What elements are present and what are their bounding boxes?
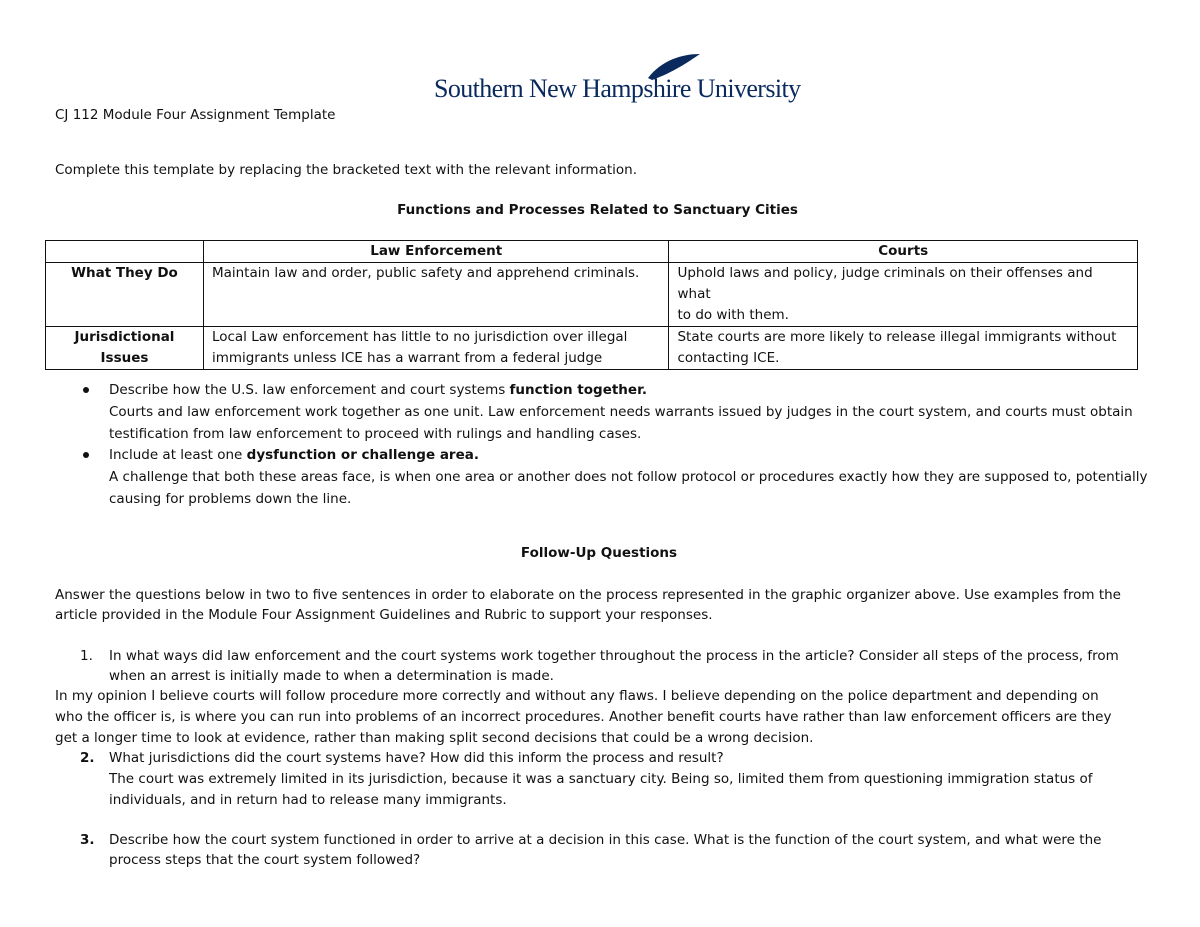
cell-line: contacting ICE. — [677, 350, 780, 366]
bullet-icon — [83, 452, 89, 458]
bullet-answer-line: causing for problems down the line. — [109, 491, 352, 507]
bullet-prompt — [109, 445, 479, 466]
university-logo — [434, 52, 801, 104]
intro-text: Complete this template by replacing the bracketed text with the relevant information. — [55, 162, 638, 178]
bullet-answer-line: Courts and law enforcement work together as one unit. Law enforcement needs warrants issued by judges in the court system, and courts must obtain — [109, 404, 1133, 420]
question-line: when an arrest is initially made to when a determination is made. — [109, 668, 554, 684]
section-title-followup: Follow-Up Questions — [520, 545, 678, 561]
prompt-end: . — [641, 382, 647, 398]
answer-line: The court was extremely limited in its jurisdiction, because it was a sanctuary city. Being so, limited them from questioning immigration status of — [109, 771, 1093, 787]
followup-intro-line: Answer the questions below in two to five sentences in order to elaborate on the process represented in the graphic organizer above. Use examples from the — [55, 587, 1121, 603]
question-number: 1. — [80, 648, 93, 664]
cell-line: immigrants unless ICE has a warrant from a federal judge — [211, 350, 603, 366]
row-label-what-they-do: What They Do — [46, 263, 204, 327]
cell-line: Uphold laws and policy, judge criminals on their offenses and what — [677, 265, 1093, 302]
table-header-courts: Courts — [669, 241, 1138, 263]
bullet-prompt — [109, 380, 647, 401]
followup-intro-line: article provided in the Module Four Assignment Guidelines and Rubric to support your responses. — [55, 607, 713, 623]
cell-line: to do with them. — [677, 307, 789, 323]
section-title-functions: Functions and Processes Related to Sanctuary Cities — [397, 202, 798, 218]
table-cell — [669, 327, 1138, 370]
cell-line: Maintain law and order, public safety and apprehend criminals. — [211, 265, 640, 281]
table-header-row — [46, 241, 1138, 263]
answer-line: In my opinion I believe courts will follow procedure more correctly and without any flaws. I believe depending on the police department and depending on — [55, 688, 1099, 704]
bullet-answer-line: testification from law enforcement to proceed with rulings and handling cases. — [109, 426, 642, 442]
question-line: What jurisdictions did the court systems have? How did this inform the process and result? — [109, 750, 724, 766]
answer-line: get a longer time to look at evidence, rather than making split second decisions that could be a wrong decision. — [55, 730, 814, 746]
table-cell — [203, 263, 669, 327]
question-number: 2. — [80, 750, 95, 766]
cell-line: State courts are more likely to release illegal immigrants without — [677, 329, 1117, 345]
question-line: process steps that the court system followed? — [109, 852, 421, 868]
prompt-text: Describe how the U.S. law enforcement and court systems — [109, 382, 510, 398]
bullet-answer-line: A challenge that both these areas face, is when one area or another does not follow protocol or procedures exactly how they are supposed to, potentially — [109, 469, 1148, 485]
logo-text: Southern New Hampshire University — [434, 74, 801, 103]
table-row — [46, 327, 1138, 370]
prompt-end: . — [473, 447, 479, 463]
table-header-empty — [46, 241, 204, 263]
document-title: CJ 112 Module Four Assignment Template — [55, 107, 336, 123]
prompt-emphasis: dysfunction or challenge area — [246, 447, 474, 463]
table-cell — [203, 327, 669, 370]
answer-line: who the officer is, is where you can run into problems of an incorrect procedures. Another benefit courts have rather than law enforcement officers are they — [55, 709, 1112, 725]
table-row — [46, 263, 1138, 327]
table-header-law-enforcement: Law Enforcement — [203, 241, 669, 263]
functions-table — [45, 240, 1138, 370]
table-cell — [669, 263, 1138, 327]
prompt-text: Include at least one — [109, 447, 247, 463]
row-label-jurisdictional-issues: Jurisdictional Issues — [46, 327, 204, 370]
cell-line: Local Law enforcement has little to no jurisdiction over illegal — [211, 329, 628, 345]
question-line: Describe how the court system functioned in order to arrive at a decision in this case. What is the function of the court system, and what were the — [109, 832, 1102, 848]
question-line: In what ways did law enforcement and the court systems work together throughout the process in the article? Consider all steps of the process, from — [109, 648, 1119, 664]
bullet-icon — [83, 387, 89, 393]
prompt-emphasis: function together — [509, 382, 642, 398]
question-number: 3. — [80, 832, 95, 848]
answer-line: individuals, and in return had to release many immigrants. — [109, 792, 507, 808]
